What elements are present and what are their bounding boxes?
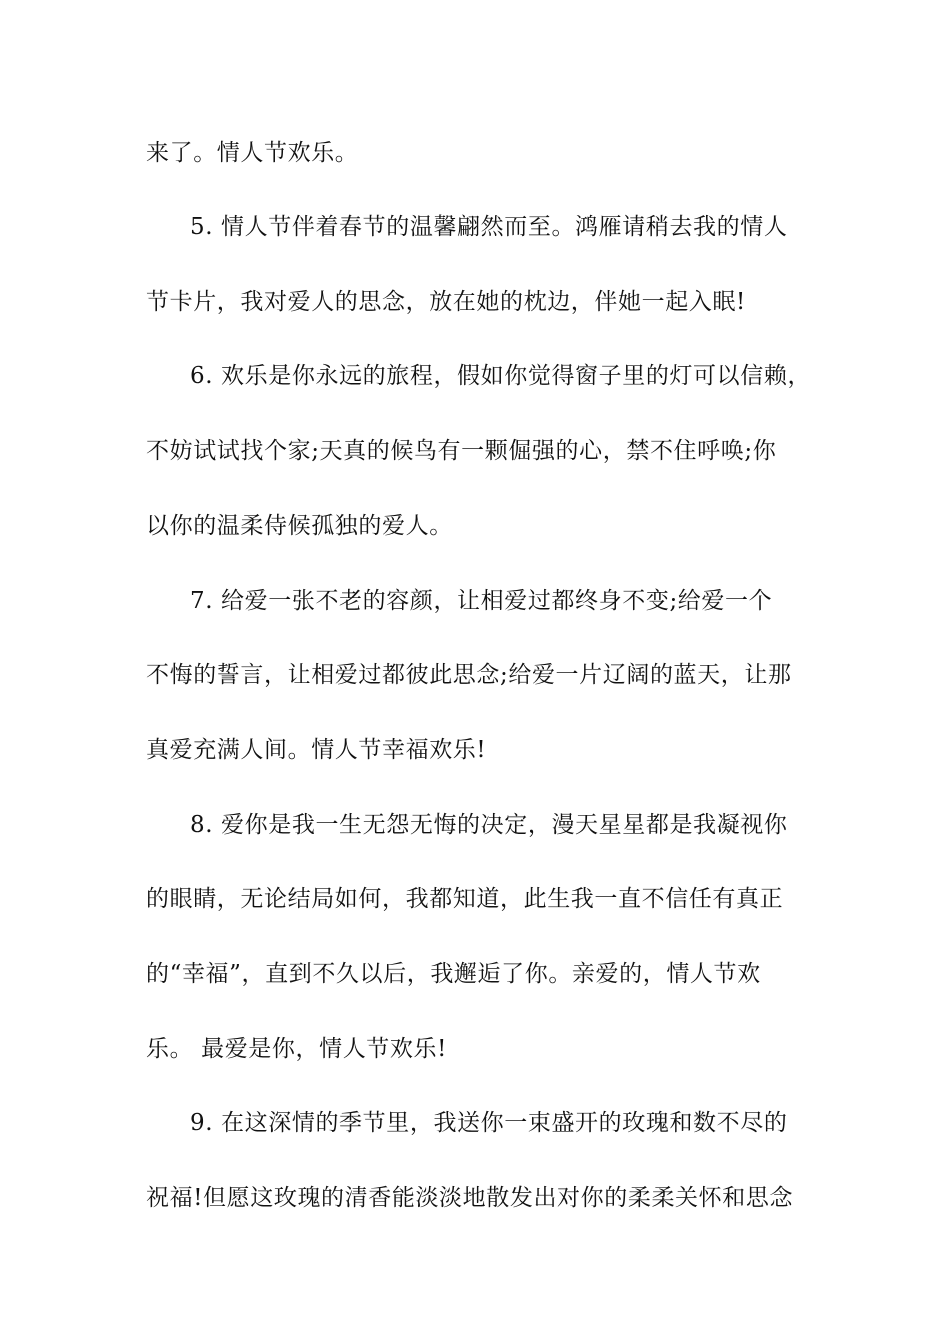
text-line: 来了。情人节欢乐。 — [146, 140, 359, 166]
text-line: 6. 欢乐是你永远的旅程，假如你觉得窗子里的灯可以信赖， — [190, 363, 812, 389]
text-line: 真爱充满人间。情人节幸福欢乐! — [146, 737, 487, 763]
text-line: 以你的温柔侍候孤独的爱人。 — [146, 513, 453, 539]
text-line: 乐。 最爱是你，情人节欢乐! — [146, 1036, 447, 1062]
text-line: 5. 情人节伴着春节的温馨翩然而至。鸿雁请稍去我的情人 — [190, 214, 788, 240]
text-line: 的“幸福”，直到不久以后，我邂逅了你。亲爱的，情人节欢 — [146, 961, 761, 987]
text-line: 不妨试试找个家;天真的候鸟有一颗倔强的心，禁不住呼唤;你 — [146, 438, 777, 464]
text-line: 祝福!但愿这玫瑰的清香能淡淡地散发出对你的柔柔关怀和思念 — [146, 1185, 794, 1211]
text-line: 的眼睛，无论结局如何，我都知道，此生我一直不信任有真正 — [146, 886, 784, 912]
text-line: 8. 爱你是我一生无怨无悔的决定，漫天星星都是我凝视你 — [190, 812, 788, 838]
text-line: 节卡片，我对爱人的思念，放在她的枕边，伴她一起入眠! — [146, 289, 746, 315]
text-line: 7. 给爱一张不老的容颜，让相爱过都终身不变;给爱一个 — [190, 588, 773, 614]
text-line: 9. 在这深情的季节里，我送你一束盛开的玫瑰和数不尽的 — [190, 1110, 788, 1136]
text-line: 不悔的誓言，让相爱过都彼此思念;给爱一片辽阔的蓝天，让那 — [146, 662, 792, 688]
